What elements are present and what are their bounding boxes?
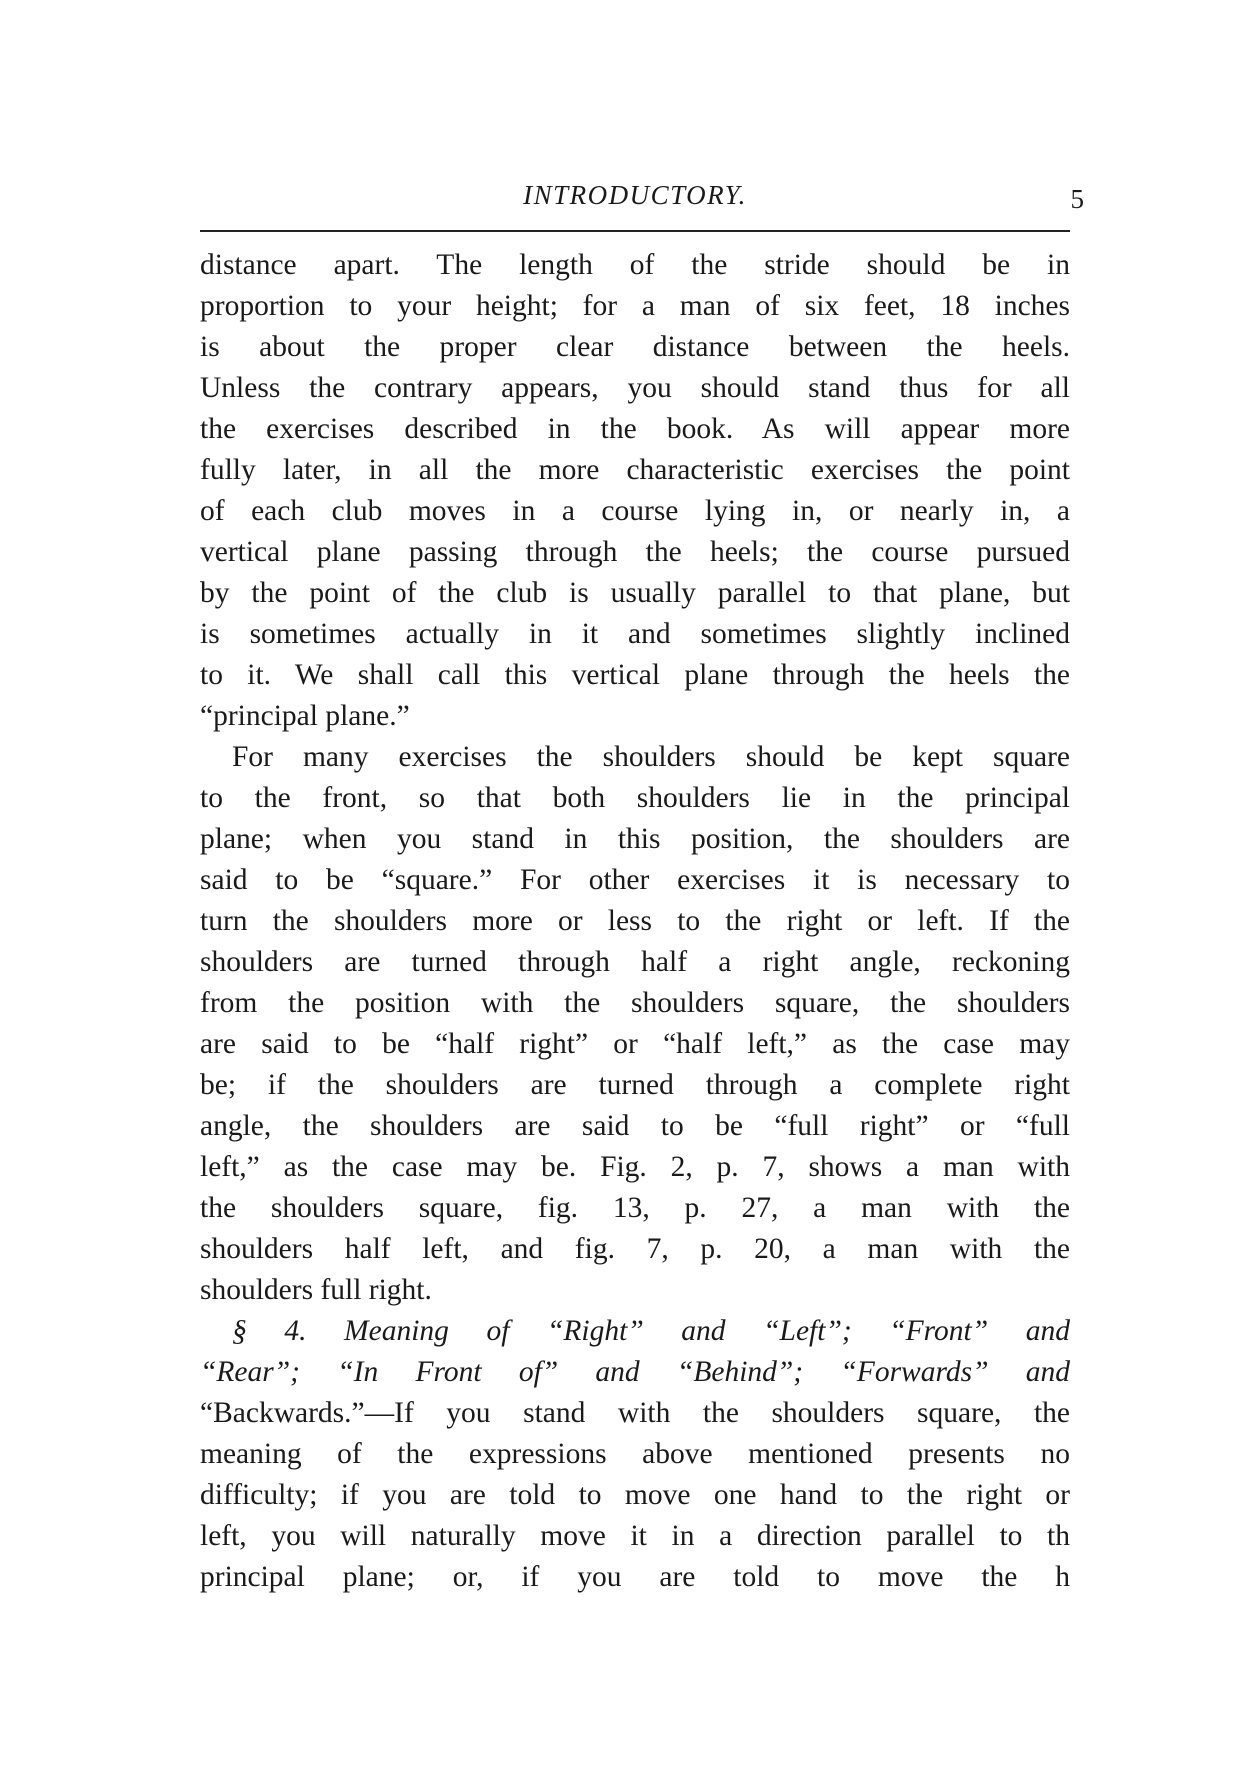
text-line: the exercises described in the book. As will appear more — [200, 413, 1070, 445]
text-line: difficulty; if you are told to move one hand to the right or — [200, 1479, 1070, 1511]
text-line: from the position with the shoulders square, the shoulders — [200, 987, 1070, 1019]
text-line: the shoulders square, fig. 13, p. 27, a man with the — [200, 1192, 1070, 1224]
text-line: are said to be “half right” or “half left,” as the case may — [200, 1028, 1070, 1060]
text-line: turn the shoulders more or less to the right or left. If the — [200, 905, 1070, 937]
section-heading: “Rear”; “In Front of” and “Behind”; “Forwards” and — [200, 1356, 1070, 1388]
text-line: shoulders full right. — [200, 1274, 432, 1306]
text-line: left,” as the case may be. Fig. 2, p. 7, shows a man with — [200, 1151, 1070, 1183]
text-line: to the front, so that both shoulders lie in the principal — [200, 782, 1070, 814]
running-head-title: INTRODUCTORY. — [523, 180, 747, 210]
text-line: “principal plane.” — [200, 700, 410, 732]
text-line: of each club moves in a course lying in, or nearly in, a — [200, 495, 1070, 527]
header-rule — [200, 230, 1070, 232]
paragraph-first-line: For many exercises the shoulders should be kept square — [232, 741, 1070, 773]
text-line: said to be “square.” For other exercises it is necessary to — [200, 864, 1070, 896]
text-line: is about the proper clear distance between the heels. — [200, 331, 1070, 363]
text-line: plane; when you stand in this position, the shoulders are — [200, 823, 1070, 855]
running-head — [200, 180, 1084, 224]
text-line: angle, the shoulders are said to be “full right” or “full — [200, 1110, 1070, 1142]
text-line: Unless the contrary appears, you should stand thus for all — [200, 372, 1070, 404]
text-line: left, you will naturally move it in a direction parallel to th — [200, 1520, 1070, 1552]
text-line: meaning of the expressions above mentioned presents no — [200, 1438, 1070, 1470]
text-line: shoulders half left, and fig. 7, p. 20, a man with the — [200, 1233, 1070, 1265]
section-heading: § 4. Meaning of “Right” and “Left”; “Front” and — [232, 1315, 1070, 1347]
text-line: principal plane; or, if you are told to move the h — [200, 1561, 1070, 1593]
text-line: shoulders are turned through half a right angle, reckoning — [200, 946, 1070, 978]
text-line: distance apart. The length of the stride should be in — [200, 249, 1070, 281]
body-text — [200, 245, 1070, 1598]
text-line: vertical plane passing through the heels; the course pursued — [200, 536, 1070, 568]
text-line: is sometimes actually in it and sometimes slightly inclined — [200, 618, 1070, 650]
text-line: proportion to your height; for a man of six feet, 18 inches — [200, 290, 1070, 322]
page-number: 5 — [1070, 184, 1084, 214]
text-line: be; if the shoulders are turned through a complete right — [200, 1069, 1070, 1101]
text-line: fully later, in all the more characteristic exercises the point — [200, 454, 1070, 486]
text-line: “Backwards.”—If you stand with the shoulders square, the — [200, 1397, 1070, 1429]
text-line: by the point of the club is usually parallel to that plane, but — [200, 577, 1070, 609]
text-line: to it. We shall call this vertical plane through the heels the — [200, 659, 1070, 691]
